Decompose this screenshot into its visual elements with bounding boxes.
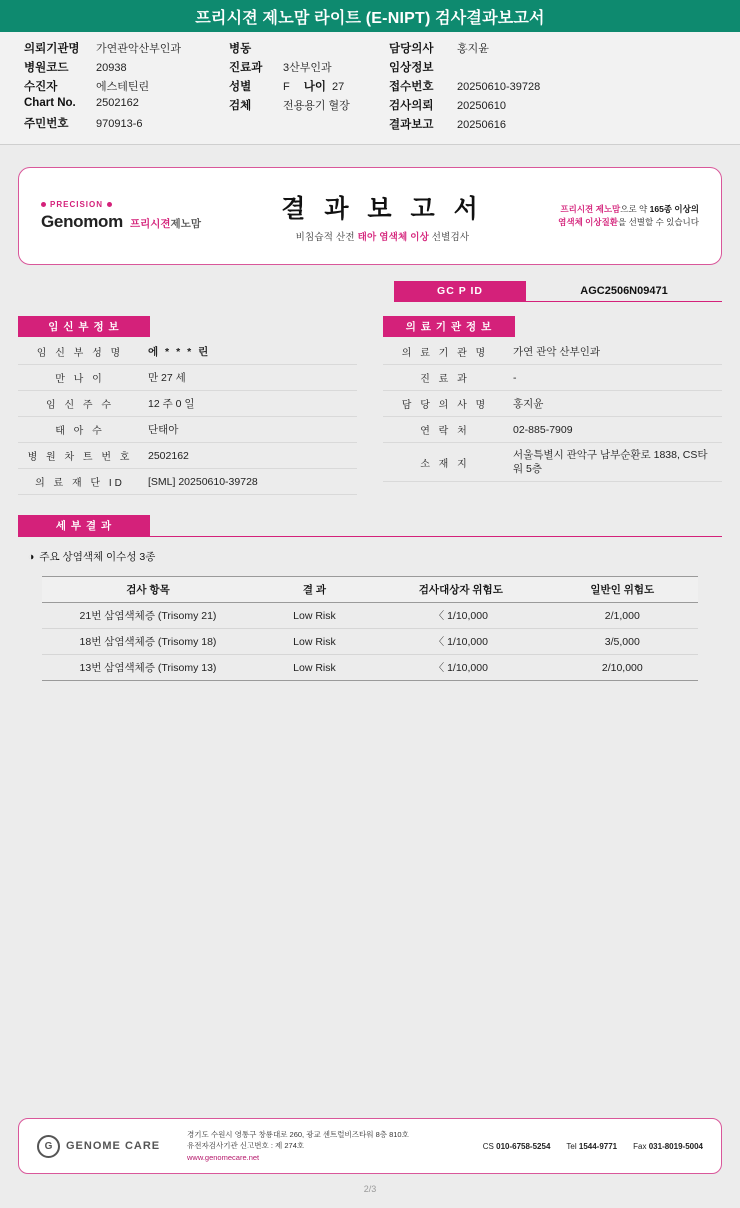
detail-result-heading: 세 부 결 과 [18, 515, 150, 536]
report-banner [0, 0, 740, 32]
header-field-ward: 병동 [229, 43, 252, 55]
result-table [42, 576, 698, 681]
table-row: 의 료 재 단 ID [SML] 20250610-39728 [18, 469, 357, 495]
patient-header-col1 [24, 40, 229, 132]
table-row: 소 재 지 서울특별시 관악구 남부순환로 1838, CS타워 5층 [383, 443, 722, 482]
header-field-patient-name: 수진자 에스테틴린 [24, 81, 150, 93]
col-header-subject-risk: 검사대상자 위험도 [375, 577, 547, 603]
table-row: 21번 삼염색체증 (Trisomy 21) Low Risk 〈 1/10,000 2/1,000 [42, 603, 698, 629]
hospital-info-table [383, 339, 722, 482]
pregnant-info-heading: 임 신 부 정 보 [18, 316, 150, 337]
header-field-sex-age: 성별 F 나이 27 [229, 78, 389, 94]
hospital-info-heading: 의 료 기 관 정 보 [383, 316, 515, 337]
info-section [18, 316, 722, 495]
header-field-report-date: 결과보고 20250616 [389, 119, 506, 131]
patient-header [0, 32, 740, 145]
table-row: 연 락 처 02-885-7909 [383, 417, 722, 443]
gcp-id-value: AGC2506N09471 [526, 281, 722, 302]
pregnant-info-table [18, 339, 357, 495]
header-field-institution: 의뢰기관명 가연관악산부인과 [24, 43, 182, 55]
header-field-clinical-info: 임상정보 [389, 62, 434, 74]
page-number: 2/3 [363, 1184, 377, 1194]
header-field-hospital-code: 병원코드 20938 [24, 62, 127, 74]
col-header-item: 검사 항목 [42, 577, 254, 603]
footer-tel: Tel 1544-9771 [566, 1141, 618, 1151]
header-field-reception-no: 접수번호 20250610-39728 [389, 81, 541, 93]
header-field-specimen: 검체 전용용기 혈장 [229, 100, 350, 112]
brand-name-kr: 프리시젼제노맘 [129, 218, 201, 230]
header-field-department: 진료과 3산부인과 [229, 62, 332, 74]
footer-contacts [483, 1142, 703, 1151]
report-title: 결 과 보 고 서 [281, 195, 484, 223]
table-row: 임 신 주 수 12 주 0 일 [18, 391, 357, 417]
card-note: 프리시젼 제노맘으로 약 165종 이상의 염색체 이상질환을 선별할 수 있습니다 [558, 204, 699, 227]
header-field-chart-no: Chart No. 2502162 [24, 97, 139, 109]
table-row: 의 료 기 관 명 가연 관악 산부인과 [383, 339, 722, 365]
footer-fax: Fax 031-8019-5004 [633, 1141, 703, 1151]
header-field-resident-no: 주민번호 970913-6 [24, 118, 143, 130]
footer-url[interactable]: www.genomecare.net [187, 1152, 260, 1162]
header-field-doctor: 담당의사 홍지윤 [389, 43, 489, 55]
table-row: 13번 삼염색체증 (Trisomy 13) Low Risk 〈 1/10,000 2/10,000 [42, 655, 698, 681]
brand-block [41, 200, 241, 232]
genome-care-mark-icon: G [37, 1135, 60, 1158]
table-row: 병 원 차 트 번 호 2502162 [18, 443, 357, 469]
table-row: 담 당 의 사 명 홍지윤 [383, 391, 722, 417]
precision-dot-left-icon [41, 202, 46, 207]
pregnant-info-block [18, 316, 357, 495]
report-subtitle: 비침습적 산전 태아 염색체 이상 선별검사 [295, 232, 470, 243]
col-header-general-risk: 일반인 위험도 [547, 577, 698, 603]
footer-address: 경기도 수원시 영통구 창룡대로 260, 광교 센트럴비즈타워 8층 810호 유전자검사기관 신고번호 : 제 274호 www.genomecare.net [187, 1129, 483, 1164]
precision-dot-right-icon [107, 202, 112, 207]
patient-header-col2 [229, 40, 389, 132]
table-row: 임 신 부 성 명 에 * * * 린 [18, 339, 357, 365]
brand-precision-label: PRECISION [50, 200, 104, 209]
detail-bullet: ◑ 주요 상염색체 이수성 3종 [28, 551, 156, 563]
gcp-id-label: GC P ID [394, 281, 526, 302]
bullet-icon: ◑ [28, 551, 35, 563]
report-title-card [18, 167, 722, 265]
patient-header-col3 [389, 40, 540, 132]
table-row: 진 료 과 - [383, 365, 722, 391]
detail-divider [18, 536, 722, 537]
genome-care-logo [37, 1135, 187, 1158]
header-field-age: 나이 27 [303, 81, 345, 93]
col-header-result: 결 과 [254, 577, 375, 603]
table-row: 만 나 이 만 27 세 [18, 365, 357, 391]
genome-care-logo-text: GENOME CARE [66, 1140, 161, 1152]
banner-title: 프리시젼 제노맘 라이트 (E-NIPT) 검사결과보고서 [195, 9, 545, 27]
hospital-info-block [383, 316, 722, 495]
result-table-header-row [42, 577, 698, 603]
detail-result-heading-wrap [18, 515, 722, 536]
footer-card [18, 1118, 722, 1174]
footer-cs: CS 010-6758-5254 [482, 1141, 551, 1151]
gcp-id-row [18, 281, 722, 302]
table-row: 18번 삼염색체증 (Trisomy 18) Low Risk 〈 1/10,000 3/5,000 [42, 629, 698, 655]
report-title-block [241, 189, 524, 243]
brand-name: Genomom [41, 212, 123, 231]
table-row: 태 아 수 단태아 [18, 417, 357, 443]
header-field-request-date: 검사의뢰 20250610 [389, 100, 506, 112]
